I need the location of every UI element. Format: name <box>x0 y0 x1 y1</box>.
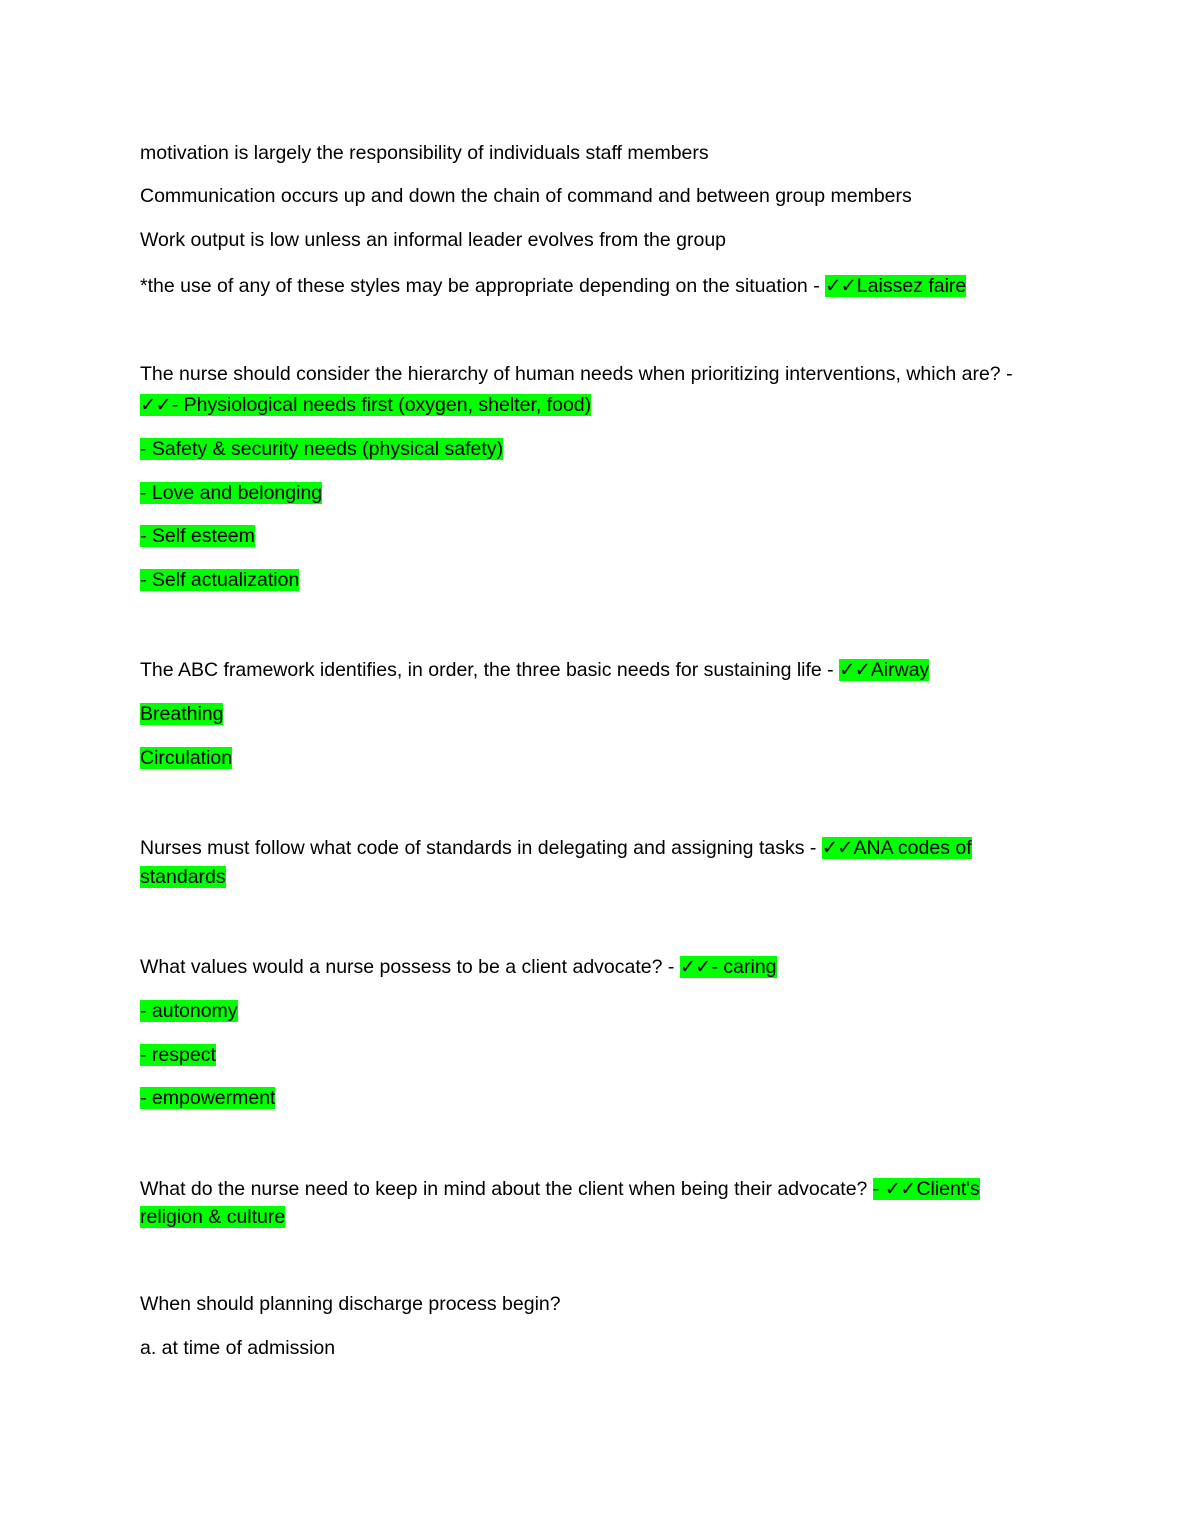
answer-text: - autonomy <box>140 1000 238 1022</box>
question-text: What values would a nurse possess to be a client advocate? - <box>140 956 680 978</box>
highlighted-answer <box>873 1178 980 1200</box>
answer-text: - caring <box>711 956 777 978</box>
answer-text: Airway <box>870 659 930 681</box>
highlighted-answer <box>140 394 591 416</box>
answer-text: Breathing <box>140 703 224 725</box>
answer-line <box>140 435 503 463</box>
option-a: a. at time of admission <box>140 1337 336 1359</box>
answer-text: Client's <box>916 1178 980 1200</box>
qa-line-4 <box>140 834 972 862</box>
answer-line <box>140 997 238 1025</box>
intro-line: Communication occurs up and down the chain of command and between group members <box>140 185 912 207</box>
answer-text: - Physiological needs first (oxygen, shelter, food) <box>171 394 592 416</box>
answer-line <box>140 1041 216 1069</box>
checkmark-icon: ✓✓ <box>140 394 171 416</box>
answer-text: - Self esteem <box>140 525 255 547</box>
highlighted-answer <box>680 956 777 978</box>
answer-line <box>140 700 223 728</box>
answer-line <box>140 1084 275 1112</box>
qa-line-6 <box>140 1175 980 1203</box>
answer-text: - respect <box>140 1044 216 1066</box>
checkmark-icon: ✓✓ <box>884 1178 916 1200</box>
answer-text: ANA codes of <box>853 837 972 859</box>
answer-text: - Love and belonging <box>140 482 323 504</box>
answer-text: standards <box>140 866 226 888</box>
answer-line <box>140 479 322 507</box>
highlighted-answer <box>825 275 966 297</box>
intro-line: motivation is largely the responsibility of individuals staff members <box>140 142 709 164</box>
answer-line <box>140 566 299 594</box>
intro-line: Work output is low unless an informal leader evolves from the group <box>140 229 727 251</box>
question-text: The nurse should consider the hierarchy of human needs when prioritizing interventions, which are? - <box>140 363 1013 385</box>
answer-text: - Safety & security needs (physical safety) <box>140 438 504 460</box>
question-text: When should planning discharge process begin? <box>140 1293 561 1315</box>
answer-text: - empowerment <box>140 1087 276 1109</box>
answer-line <box>140 522 255 550</box>
question-text: What do the nurse need to keep in mind about the client when being their advocate? <box>140 1178 873 1200</box>
qa-line-3 <box>140 656 929 684</box>
answer-line <box>140 1203 285 1231</box>
question-text: *the use of any of these styles may be appropriate depending on the situation - <box>140 275 826 297</box>
answer-line <box>140 744 232 772</box>
question-text: The ABC framework identifies, in order, the three basic needs for sustaining life - <box>140 659 840 681</box>
answer-text: Laissez faire <box>856 275 967 297</box>
answer-text: - Self actualization <box>140 569 300 591</box>
answer-prefix: - <box>872 1178 885 1200</box>
answer-text: religion & culture <box>140 1206 286 1228</box>
checkmark-icon: ✓✓ <box>839 659 870 681</box>
checkmark-icon: ✓✓ <box>825 275 856 297</box>
answer-text: Circulation <box>140 747 233 769</box>
qa-line-5 <box>140 953 777 981</box>
answer-line <box>140 863 226 891</box>
qa-line-1 <box>140 272 966 300</box>
highlighted-answer <box>839 659 929 681</box>
checkmark-icon: ✓✓ <box>821 837 853 859</box>
highlighted-answer <box>822 837 972 859</box>
checkmark-icon: ✓✓ <box>679 956 711 978</box>
answer-line <box>140 391 591 419</box>
question-text: Nurses must follow what code of standards in delegating and assigning tasks - <box>140 837 822 859</box>
